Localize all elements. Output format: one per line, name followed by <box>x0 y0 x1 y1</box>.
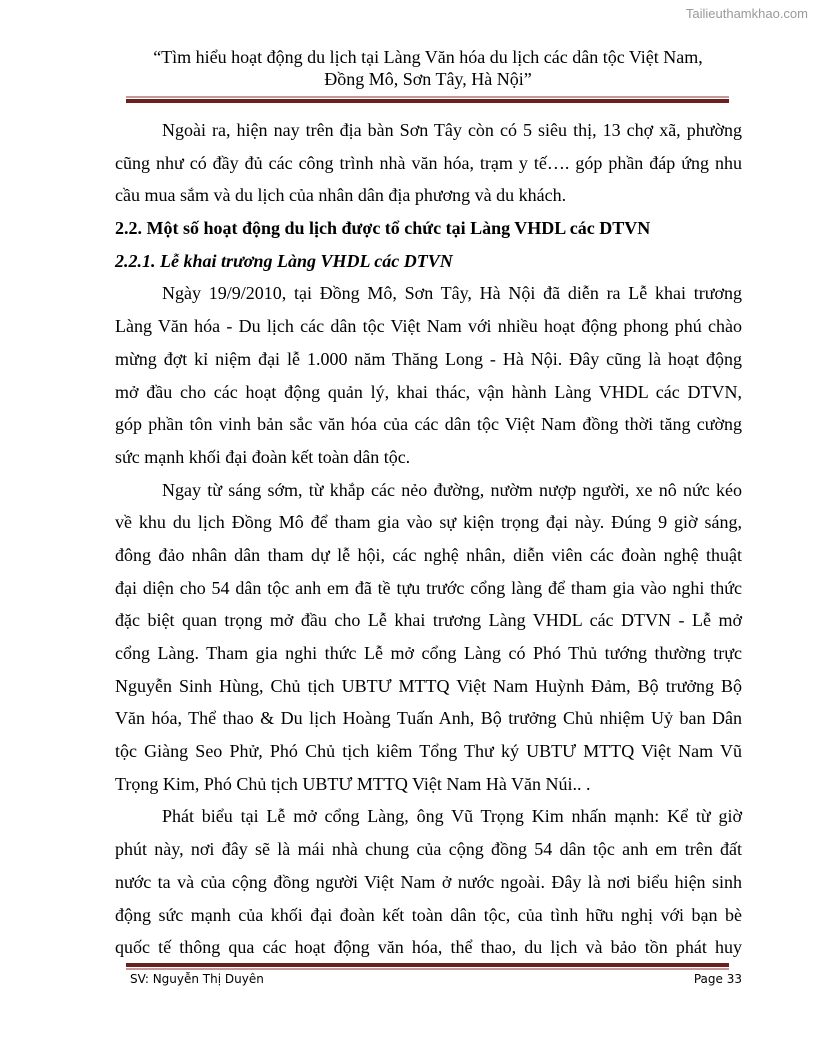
paragraph-line: góp phần tôn vinh bản sắc văn hóa của các dân tộc Việt Nam đồng thời tăng cường <box>115 414 742 435</box>
paragraph-line: sức mạnh khối đại đoàn kết toàn dân tộc. <box>115 446 411 467</box>
paragraph-line: cổng Làng. Tham gia nghi thức Lễ mở cổng Làng có Phó Thủ tướng thường trực <box>115 643 742 663</box>
subsection-heading: 2.2.1. Lễ khai trương Làng VHDL các DTVN <box>115 250 453 271</box>
paragraph-line: tộc Giàng Seo Phử, Phó Chủ tịch kiêm Tổng Thư ký UBTƯ MTTQ Việt Nam Vũ <box>115 741 742 762</box>
paragraph-line: nước ta và của cộng đồng người Việt Nam ở nước ngoài. Đây là nơi biểu hiện sinh <box>115 871 742 892</box>
footer-page-number: Page 33 <box>693 972 742 986</box>
paragraph-line: động sức mạnh của khối đại đoàn kết toàn dân tộc, của tình hữu nghị với bạn bè <box>115 904 742 925</box>
paragraph-line: cũng như có đầy đủ các công trình nhà văn hóa, trạm y tế…. góp phần đáp ứng nhu <box>115 152 742 173</box>
paragraph-line: cầu mua sắm và du lịch của nhân dân địa phương và du khách. <box>115 185 567 206</box>
footer-rule <box>126 963 729 970</box>
paragraph-line: Ngoài ra, hiện nay trên địa bàn Sơn Tây còn có 5 siêu thị, 13 chợ xã, phường <box>162 120 742 140</box>
paragraph-line: phút này, nơi đây sẽ là mái nhà chung của cộng đồng 54 dân tộc anh em trên đất <box>115 839 742 860</box>
paragraph-line: về khu du lịch Đồng Mô để tham gia vào sự kiện trọng đại này. Đúng 9 giờ sáng, <box>115 512 742 533</box>
section-heading: 2.2. Một số hoạt động du lịch được tổ chức tại Làng VHDL các DTVN <box>115 218 651 239</box>
paragraph-line: quốc tế thông qua các hoạt động văn hóa, thể thao, du lịch và bảo tồn phát huy <box>115 937 742 958</box>
paragraph-line: Ngày 19/9/2010, tại Đồng Mô, Sơn Tây, Hà Nội đã diễn ra Lễ khai trương <box>162 283 742 304</box>
paragraph-line: đặc biệt quan trọng mở đầu cho Lễ khai trương Làng VHDL các DTVN - Lễ mở <box>115 610 742 631</box>
paragraph-line: đại diện cho 54 dân tộc anh em đã tề tựu trước cổng làng để tham gia vào nghi thức <box>115 577 742 598</box>
header-title-line2: Đồng Mô, Sơn Tây, Hà Nội” <box>324 69 532 89</box>
page-body <box>115 114 742 964</box>
watermark: Tailieuthamkhao.com <box>685 6 808 21</box>
paragraph-line: mừng đợt kỉ niệm đại lễ 1.000 năm Thăng Long - Hà Nội. Đây cũng là hoạt động <box>115 348 742 369</box>
paragraph-line: đông đảo nhân dân tham dự lễ hội, các nghệ nhân, diễn viên các đoàn nghệ thuật <box>115 544 742 565</box>
paragraph-line: Văn hóa, Thể thao & Du lịch Hoàng Tuấn Anh, Bộ trưởng Chủ nhiệm Uỷ ban Dân <box>115 708 742 729</box>
paragraph-line: Trọng Kim, Phó Chủ tịch UBTƯ MTTQ Việt Nam Hà Văn Núi.. . <box>115 773 591 794</box>
paragraph-line: Nguyễn Sinh Hùng, Chủ tịch UBTƯ MTTQ Việt Nam Huỳnh Đảm, Bộ trưởng Bộ <box>115 675 742 696</box>
paragraph-line: Phát biểu tại Lễ mở cổng Làng, ông Vũ Trọng Kim nhấn mạnh: Kể từ giờ <box>162 806 742 827</box>
paragraph-line: mở đầu cho các hoạt động quản lý, khai thác, vận hành Làng VHDL các DTVN, <box>115 381 742 402</box>
header-title-line1: “Tìm hiểu hoạt động du lịch tại Làng Văn hóa du lịch các dân tộc Việt Nam, <box>153 47 703 67</box>
header-rule <box>126 96 729 103</box>
running-header <box>110 46 746 90</box>
footer-student: SV: Nguyễn Thị Duyên <box>130 972 264 986</box>
paragraph-line: Làng Văn hóa - Du lịch các dân tộc Việt Nam với nhiều hoạt động phong phú chào <box>115 316 742 337</box>
paragraph-line: Ngay từ sáng sớm, từ khắp các nẻo đường, nườm nượp người, xe nô nức kéo <box>162 479 742 500</box>
page-footer <box>130 972 742 986</box>
